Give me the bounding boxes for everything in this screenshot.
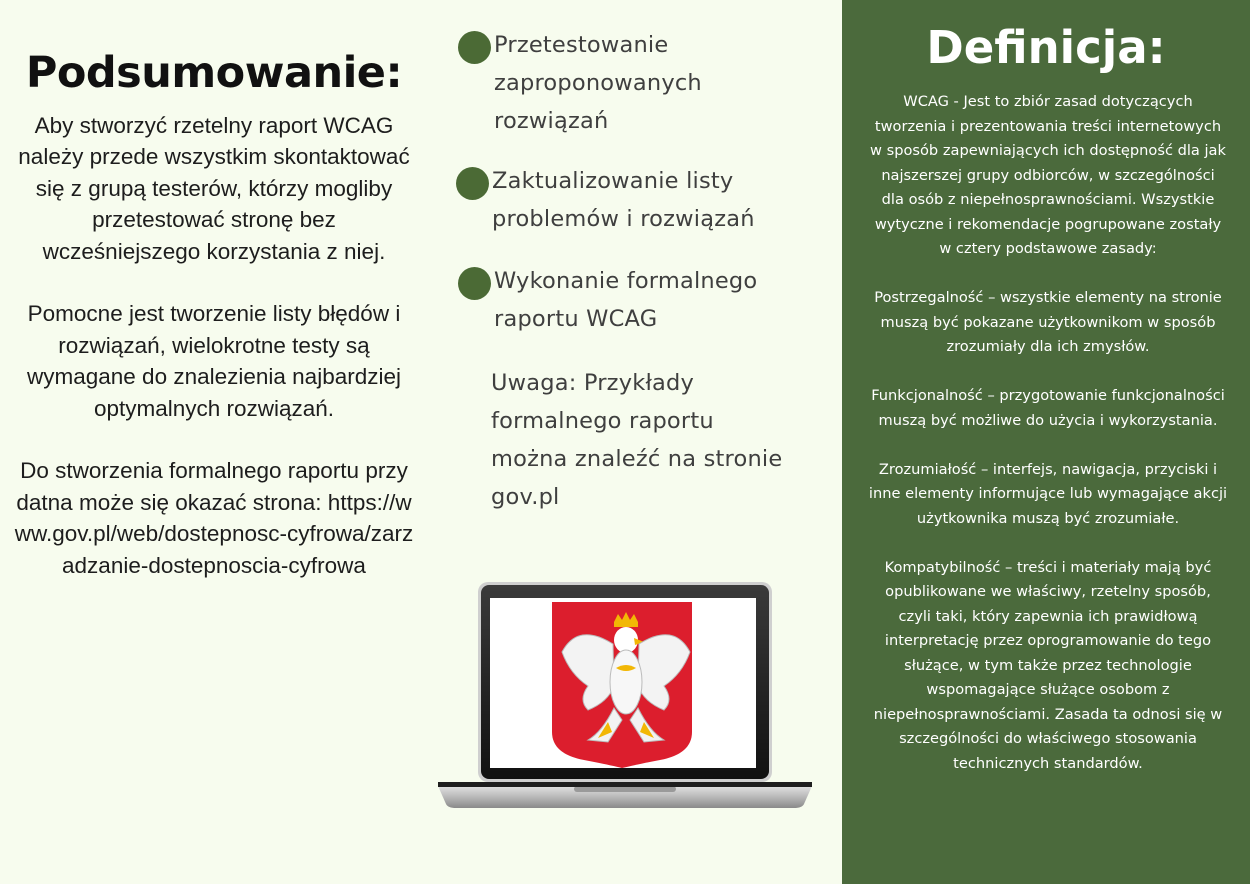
step-item-2 [456,166,796,238]
step-text-3: Wykonanie formalnego raportu WCAG [494,268,758,332]
definition-paragraph-1: WCAG - Jest to zbiór zasad dotyczących tworzenia i prezentowania treści internetowych w sposób zapewniających ich dostępność dla jak najszerszej grupy odbiorców, w szczególności dla osób z niepełnosprawnościami. Wszystkie wytyczne i rekomendacje pogrupowane zostały w cztery podstawowe zasady: [870,93,1226,257]
bullet-dot-icon [458,31,491,64]
summary-section [14,48,414,581]
summary-paragraph-2: Pomocne jest tworzenie listy błędów i rozwiązań, wielokrotne testy są wymagane do znalezienia najbardziej optymalnych rozwiązań. [27,301,401,421]
step-text-2: Zaktualizowanie listy problemów i rozwiązań [492,168,755,232]
laptop-hinge [438,782,812,787]
definition-title: Definicja: [926,21,1166,74]
laptop-illustration [438,582,812,810]
bullet-dot-icon [458,267,491,300]
polish-coat-of-arms-icon [552,602,692,768]
summary-paragraph-3: Do stworzenia formalnego raportu przydatna może się okazać strona: https://www.gov.pl/web/dostepnosc-cyfrowa/zarzadzanie-dostepnoscia-cyfrowa [14,458,414,578]
step-item-3 [458,266,798,338]
definition-body [868,90,1228,776]
bullet-dot-icon [456,167,489,200]
definition-paragraph-4: Zrozumiałość – interfejs, nawigacja, przyciski i inne elementy informujące lub wymagające akcji użytkownika muszą być zrozumiałe. [868,460,1228,527]
definition-paragraph-3: Funkcjonalność – przygotowanie funkcjonalności muszą być możliwe do użycia i wykorzystania. [871,387,1225,429]
summary-paragraph-1: Aby stworzyć rzetelny raport WCAG należy przede wszystkim skontaktować się z grupą testerów, którzy mogliby przetestować stronę bez wcześniejszego korzystania z niej. [18,112,410,264]
definition-paragraph-2: Postrzegalność – wszystkie elementy na stronie muszą być pokazane użytkownikom w sposób zrozumiały dla ich zmysłów. [874,289,1222,355]
definition-paragraph-5: Kompatybilność – treści i materiały mają być opublikowane we właściwy, rzetelny sposób, czyli taki, który zapewnia ich prawidłową interpretację przez oprogramowanie do tego służące, w tym także przez technologie wspomagające służące osobom z niepełnosprawnościami. Zasada ta odnosi się w szczególności do właściwego stosowania technicznych standardów. [873,558,1223,772]
summary-heading: Podsumowanie: [25,48,403,98]
definition-panel [842,0,1250,884]
step-item-1 [458,30,758,140]
note-text: Uwaga: Przykłady formalnego raportu można znaleźć na stronie gov.pl [491,370,783,510]
step-text-1: Przetestowanie zaproponowanych rozwiązań [494,32,702,134]
